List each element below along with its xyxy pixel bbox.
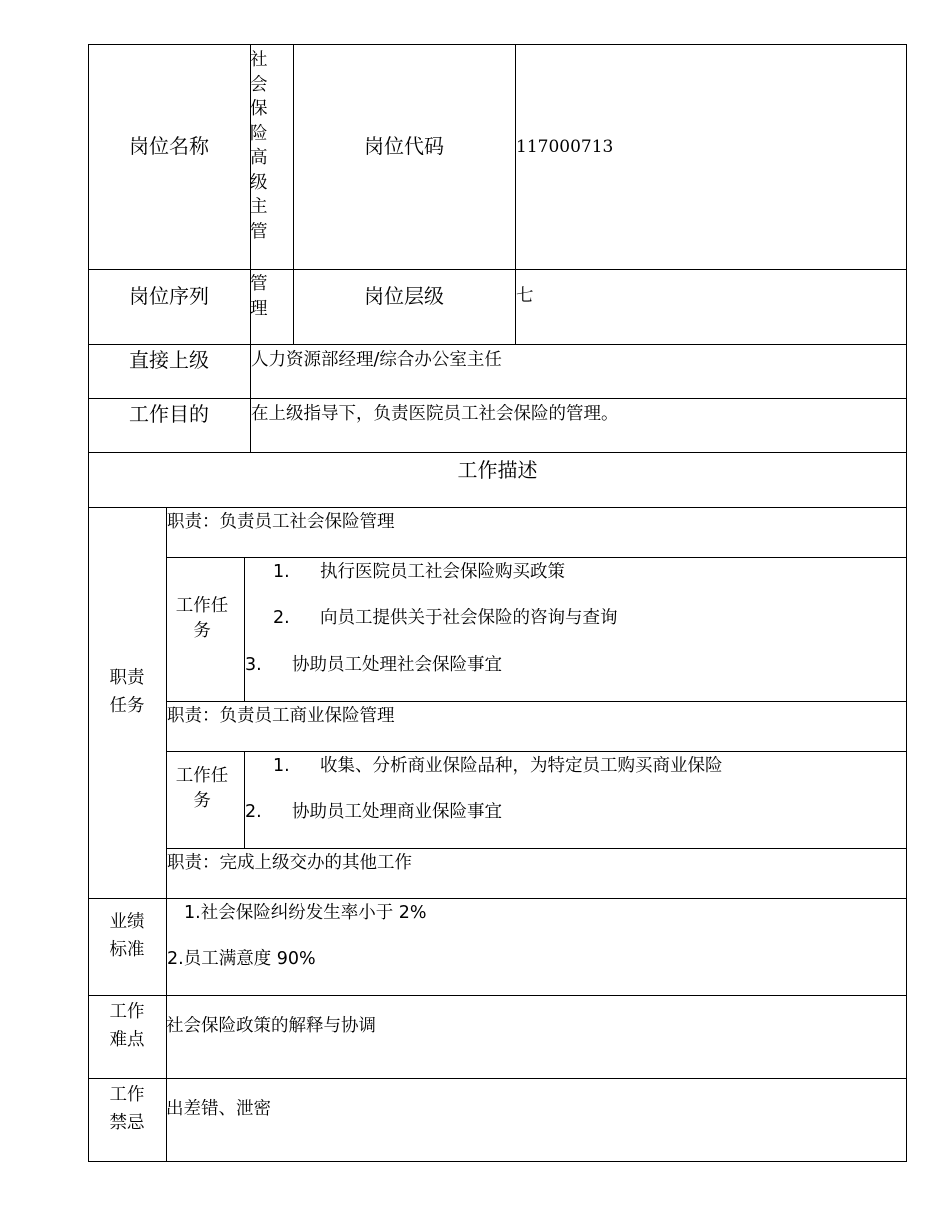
performance-item-1: 1.社会保险纠纷发生率小于 2%	[184, 903, 427, 923]
duty-1-task-2-text: 向员工提供关于社会保险的咨询与查询	[320, 608, 618, 628]
duty-1-title: 职责：负责员工社会保险管理	[167, 512, 395, 532]
line-tasks1-bottom	[166, 701, 907, 702]
post-level-label: 岗位层级	[364, 284, 444, 308]
post-code-label: 岗位代码	[364, 134, 444, 158]
line-duty1-bottom	[166, 557, 907, 558]
line-performance-bottom	[88, 995, 907, 996]
line-tasks2-bottom	[166, 848, 907, 849]
duties-label: 职责任务	[109, 668, 145, 716]
duty-2-task-2-num: 2.	[245, 802, 262, 822]
post-name-label: 岗位名称	[129, 134, 209, 158]
line-difficulty-bottom	[88, 1078, 907, 1079]
line-task1-col	[244, 557, 245, 702]
supervisor-label: 直接上级	[129, 348, 209, 372]
difficulty-value: 社会保险政策的解释与协调	[166, 1016, 376, 1036]
duty-1-task-1-num: 1.	[273, 562, 290, 582]
description-header: 工作描述	[457, 458, 538, 482]
duty-2-task-1-text: 收集、分析商业保险品种，为特定员工购买商业保险	[320, 756, 723, 776]
line-duties-bottom	[88, 898, 907, 899]
taboo-value: 出差错、泄密	[166, 1099, 271, 1119]
duty-2-task-1-num: 1.	[273, 756, 290, 776]
duty-2-task-label: 工作任务	[175, 766, 229, 811]
duty-1-task-3-text: 协助员工处理社会保险事宜	[292, 655, 502, 675]
supervisor-value: 人力资源部经理/综合办公室主任	[251, 350, 502, 370]
post-level-value: 七	[516, 286, 534, 306]
line-row4	[88, 452, 907, 453]
line-row2	[88, 344, 907, 345]
line-row1	[88, 269, 907, 270]
line-row5	[88, 507, 907, 508]
duty-3-title: 职责：完成上级交办的其他工作	[167, 853, 412, 873]
purpose-value: 在上级指导下，负责医院员工社会保险的管理。	[251, 404, 619, 424]
duty-1-task-label: 工作任务	[175, 596, 229, 641]
duty-2-task-2-text: 协助员工处理商业保险事宜	[292, 802, 502, 822]
purpose-label: 工作目的	[129, 402, 209, 426]
duty-1-task-2-num: 2.	[273, 608, 290, 628]
duty-2-title: 职责：负责员工商业保险管理	[167, 706, 395, 726]
line-right	[906, 44, 907, 1162]
line-duties-col	[166, 507, 167, 1162]
duty-1-task-1-text: 执行医院员工社会保险购买政策	[320, 562, 565, 582]
line-top	[88, 44, 907, 45]
difficulty-label: 工作难点	[109, 1002, 145, 1050]
performance-item-2: 2.员工满意度 90%	[167, 949, 316, 969]
performance-label: 业绩标准	[109, 912, 145, 960]
post-series-value: 管理	[250, 274, 268, 319]
post-series-label: 岗位序列	[129, 284, 209, 308]
line-task2-col	[244, 751, 245, 849]
post-code-value: 117000713	[516, 137, 614, 157]
post-name-value: 社会保险高级主管	[250, 50, 268, 242]
line-bottom	[88, 1161, 907, 1162]
line-row3	[88, 398, 907, 399]
line-duty2-bottom	[166, 751, 907, 752]
taboo-label: 工作禁忌	[109, 1085, 145, 1133]
duty-1-task-3-num: 3.	[245, 655, 262, 675]
line-left	[88, 44, 89, 1162]
